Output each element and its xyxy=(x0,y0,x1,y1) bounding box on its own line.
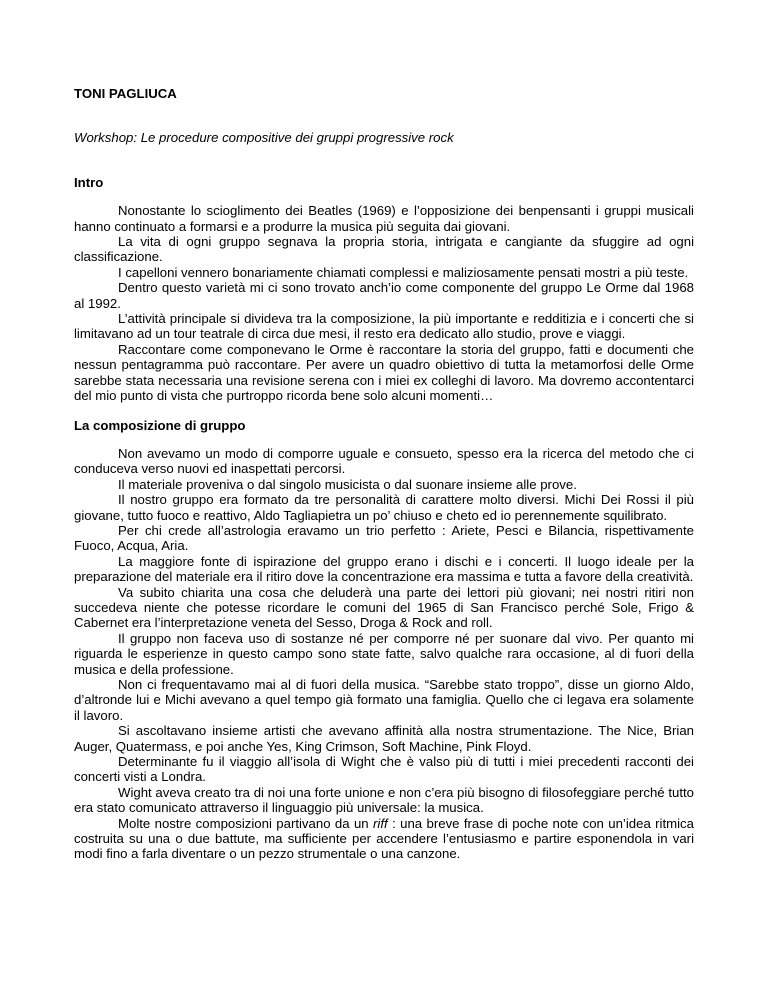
paragraph: Il nostro gruppo era formato da tre personalità di carattere molto diversi. Michi Dei Rossi il più giovane, tutto fuoco e reattivo, Aldo Tagliapietra un po’ chiuso e cheto ed io perennemente squilibrato. xyxy=(74,492,694,523)
paragraph: Il materiale proveniva o dal singolo musicista o dal suonare insieme alle prove. xyxy=(118,476,577,492)
paragraph: La vita di ogni gruppo segnava la propria storia, intrigata e cangiante da sfuggire ad ogni classificazione. xyxy=(74,234,694,265)
paragraph-riff xyxy=(74,816,694,862)
document-subtitle: Workshop: Le procedure compositive dei gruppi progressive rock xyxy=(74,130,454,146)
paragraph: Va subito chiarita una cosa che deluderà una parte dei lettori più giovani; nei nostri ritiri non succedeva niente che potesse ricordare le comuni del 1965 di San Francisco perché Sole, Frigo & Cabernet era l’interpretazione veneta del Sesso, Droga & Rock and roll. xyxy=(74,584,694,631)
paragraph: Si ascoltavano insieme artisti che avevano affinità alla nostra strumentazione. The Nice, Brian Auger, Quatermass, e poi anche Yes, King Crimson, Soft Machine, Pink Floyd. xyxy=(74,723,694,754)
paragraph: Wight aveva creato tra di noi una forte unione e non c’era più bisogno di filosofeggiare perché tutto era stato comunicato attraverso il linguaggio più universale: la musica. xyxy=(74,784,694,816)
riff-text-before: Molte nostre composizioni partivano da un xyxy=(118,815,374,831)
paragraph: Il gruppo non faceva uso di sostanze né per comporre né per suonare dal vivo. Per quanto mi riguarda le esperienze in questo campo sono state fatte, salvo qualche rara occasione, al di fuori della musica e della professione. xyxy=(74,630,694,677)
paragraph: Non avevamo un modo di comporre uguale e consueto, spesso era la ricerca del metodo che ci conduceva verso nuovi ed inaspettati percorsi. xyxy=(74,445,694,477)
paragraph: Per chi crede all’astrologia eravamo un trio perfetto : Ariete, Pesci e Bilancia, rispettivamente Fuoco, Acqua, Aria. xyxy=(74,522,694,554)
paragraph: Raccontare come componevano le Orme è raccontare la storia del gruppo, fatti e documenti che nessun pentagramma può raccontare. Per avere un quadro obiettivo di tutta la metamorfosi delle Orme sarebbe stata necessaria una revisione serena con i miei ex colleghi di lavoro. Ma dovremo accontentarci del mio punto di vista che purtroppo ricorda bene solo alcuni momenti… xyxy=(74,341,694,404)
riff-term: riff xyxy=(373,815,388,831)
paragraph: L’attività principale si divideva tra la composizione, la più importante e redditizia e i concerti che si limitavano ad un tour teatrale di circa due mesi, il resto era dedicato allo studio, prove e viaggi. xyxy=(74,311,694,342)
section-intro xyxy=(74,175,694,404)
riff-text-after: : una breve frase di poche note con un’idea ritmica costruita su una o due battute, ma sufficiente per accendere l’entusiasmo e partire esponendola in vari modi fino a farla diventare o un pezzo strumentale o una canzone. xyxy=(74,815,694,862)
paragraph: Dentro questo varietà mi ci sono trovato anch’io come componente del gruppo Le Orme dal 1968 al 1992. xyxy=(74,280,694,311)
author-name: TONI PAGLIUCA xyxy=(74,86,177,101)
paragraph: La maggiore fonte di ispirazione del gruppo erano i dischi e i concerti. Il luogo ideale per la preparazione del materiale era il ritiro dove la concentrazione era massima e tutta a favore della creatività. xyxy=(74,553,694,585)
section-composizione-di-gruppo xyxy=(74,418,694,862)
paragraph: Non ci frequentavamo mai al di fuori della musica. “Sarebbe stato troppo”, disse un giorno Aldo, d’altronde lui e Michi avevano a quel tempo già formato una famiglia. Quello che ci legava era solamente il lavoro. xyxy=(74,677,694,723)
paragraph: I capelloni vennero bonariamente chiamati complessi e maliziosamente pensati mostri a più teste. xyxy=(118,264,689,280)
paragraph: Determinante fu il viaggio all’isola di Wight che è valso più di tutti i miei precedenti racconti dei concerti visti a Londra. xyxy=(74,754,694,785)
paragraph: Nonostante lo scioglimento dei Beatles (1969) e l’opposizione dei benpensanti i gruppi musicali hanno continuato a formarsi e a produrre la musica più seguita dai giovani. xyxy=(74,203,694,234)
section-heading: La composizione di gruppo xyxy=(74,417,246,433)
section-heading: Intro xyxy=(74,174,104,190)
